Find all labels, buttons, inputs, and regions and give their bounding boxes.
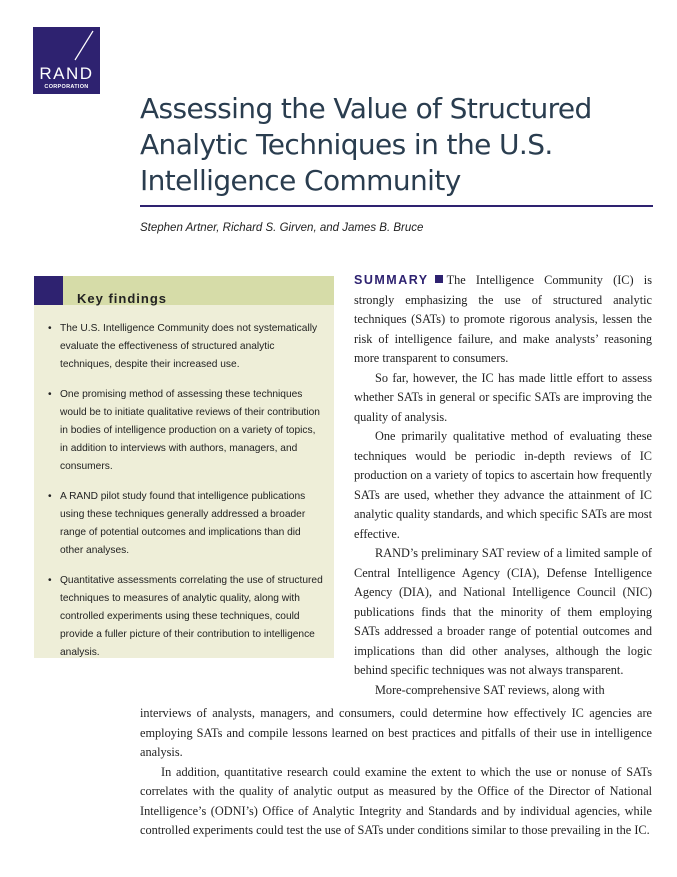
summary-square-icon	[435, 275, 443, 283]
key-finding-item: • A RAND pilot study found that intelligence publications using these techniques generally addressed a broader range of potential outcomes and implications than did other analyses.	[48, 488, 323, 560]
summary-paragraph-text: The Intelligence Community (IC) is strongly emphasizing the use of structured analytic techniques (SATs) to promote rigorous analysis, lessen the risk of intelligence failure, and make analysts’ reasoning more transparent to consumers.	[354, 273, 652, 365]
key-findings-square	[34, 276, 63, 305]
summary-paragraph: So far, however, the IC has made little effort to assess whether SATs in general or specific SATs are improving the quality of analysis.	[354, 370, 652, 424]
key-findings-box	[34, 276, 334, 658]
summary-paragraph: More-comprehensive SAT reviews, along with	[375, 682, 605, 697]
summary-paragraph	[354, 271, 652, 369]
summary-paragraph: RAND’s preliminary SAT review of a limited sample of Central Intelligence Agency (CIA), Defense Intelligence Agency (DIA), and National Intelligence Council (NIC) publications finds that the minority of them employing SATs addressed a broader range of potential outcomes and implications than did other analyses, although the logic behind specific techniques was not always transparent.	[354, 546, 652, 677]
title-rule	[140, 205, 653, 207]
summary-label: SUMMARY	[354, 273, 429, 287]
key-finding-item: • One promising method of assessing these techniques would be to initiate qualitative reviews of their contribution in bodies of intelligence production on a variety of topics, in addition to interviews with authors, managers, and consumers.	[48, 386, 323, 476]
key-findings-list	[48, 320, 323, 674]
key-findings-heading: Key findings	[77, 291, 168, 306]
summary-paragraph: One primarily qualitative method of evaluating these techniques would be periodic in-depth reviews of IC production on a variety of topics to ascertain how frequently SATs are used, whether they advance the attainment of IC analytic quality standards, and which specific SATs are most effective.	[354, 429, 652, 541]
authors: Stephen Artner, Richard S. Girven, and James B. Bruce	[140, 222, 424, 234]
summary-last-paragraph: In addition, quantitative research could examine the extent to which the use or nonuse of SATs correlates with the quality of analytic output as measured by the Office of the Director of National Intelligence’s (ODNI’s) Office of Analytic Integrity and Standards and by individual agencies, while controlled experiments could test the use of SATs under conditions similar to those prevailing in the IC.	[140, 764, 652, 837]
full-width-text	[140, 704, 652, 841]
logo-brand-text: RAND	[39, 64, 94, 83]
document-title: Assessing the Value of Structured Analytic Techniques in the U.S. Intelligence Community	[140, 92, 592, 197]
rand-logo	[33, 27, 100, 94]
summary-column	[354, 271, 652, 700]
summary-continued-paragraph: interviews of analysts, managers, and consumers, could determine how effectively IC agencies are employing SATs and compile lessons learned on best practices and pitfalls of their use in intelligence analysis.	[140, 706, 652, 759]
key-finding-item: • Quantitative assessments correlating the use of structured techniques to measures of analytic quality, along with controlled experiments using these techniques, could provide a fuller picture of their contribution to intelligence analysis.	[48, 572, 323, 662]
logo-subtitle-text: CORPORATION	[44, 84, 89, 90]
key-finding-item: • The U.S. Intelligence Community does not systematically evaluate the effectiveness of structured analytic techniques, despite their increased use.	[48, 320, 323, 374]
